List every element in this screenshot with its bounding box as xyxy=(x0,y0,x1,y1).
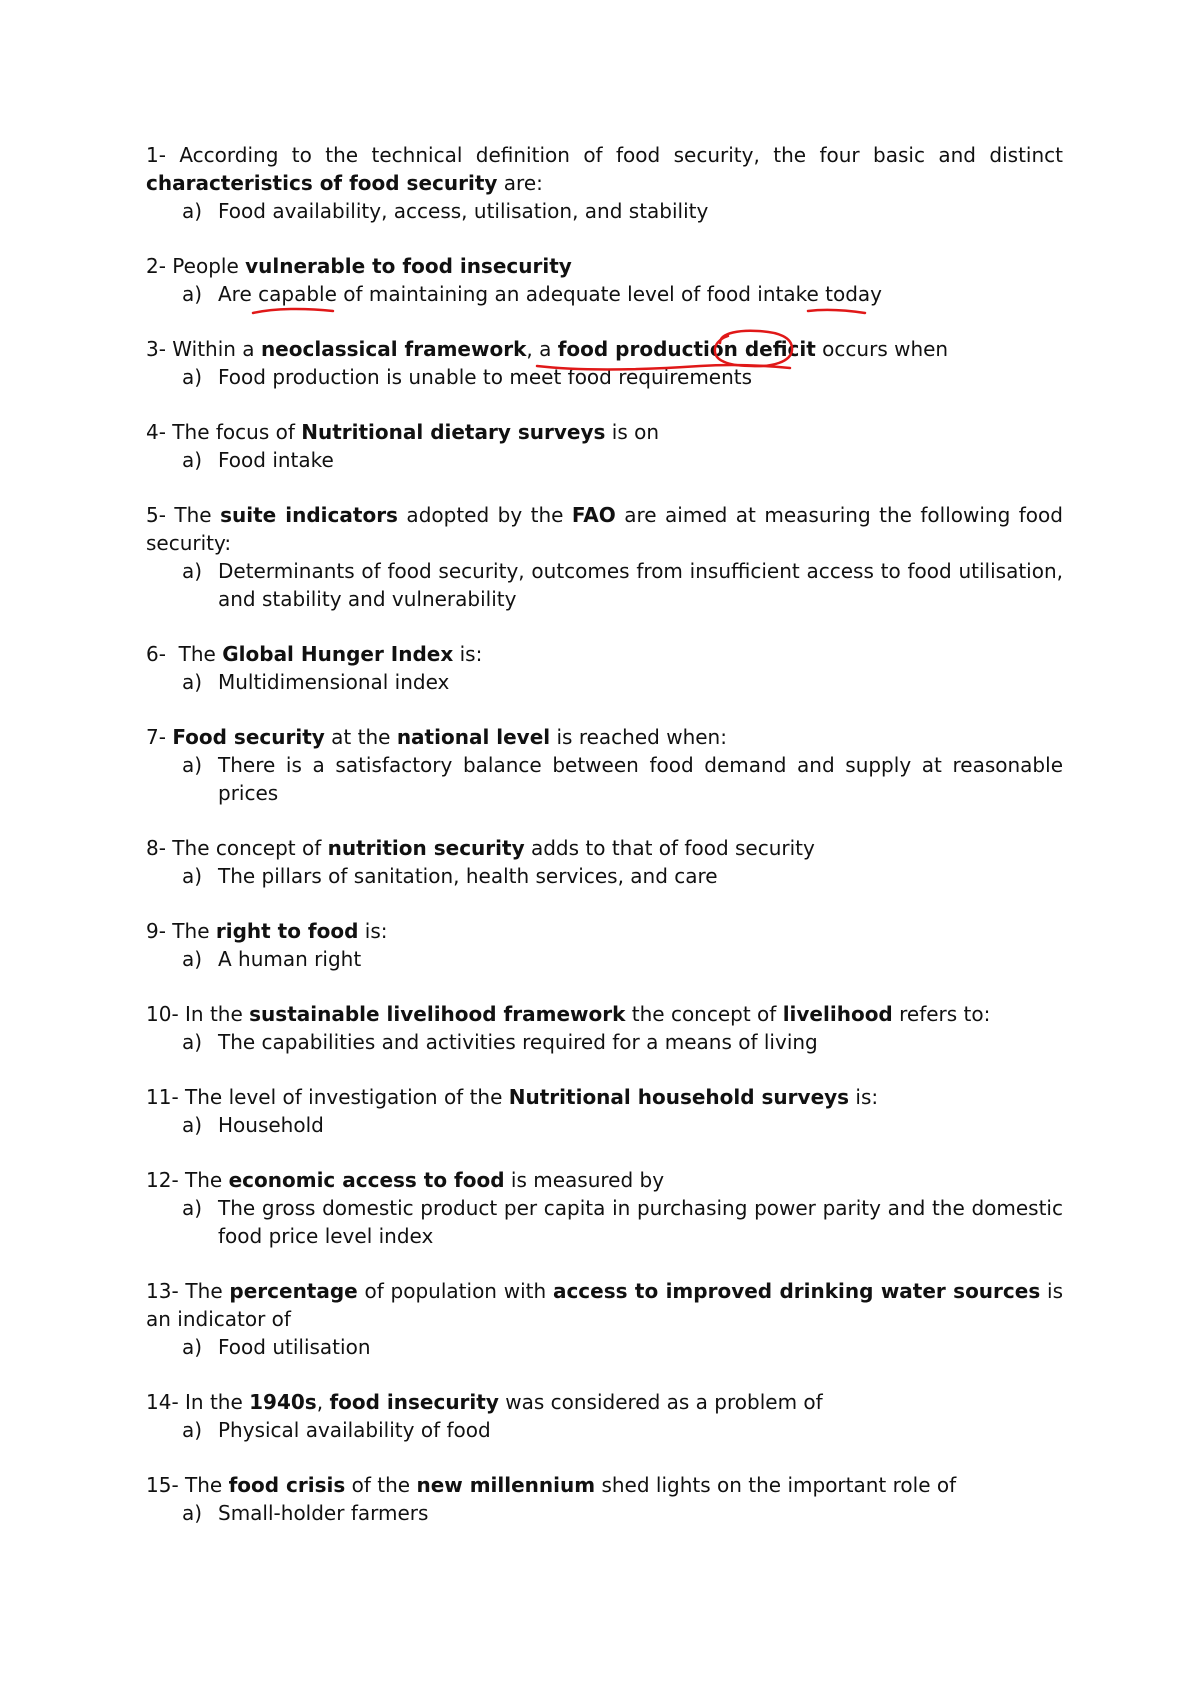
question-keyword: right to food xyxy=(215,919,359,943)
question-fragment: is: xyxy=(358,919,388,943)
question-keyword: sustainable livelihood framework xyxy=(249,1002,626,1026)
question-item xyxy=(146,917,1063,973)
question-keyword: livelihood xyxy=(782,1002,893,1026)
question-fragment: is an indicator of xyxy=(146,1279,1070,1331)
question-fragment: is reached when: xyxy=(550,725,727,749)
answer-text: Food intake xyxy=(218,448,334,472)
answer-letter: a) xyxy=(182,864,203,888)
question-keyword: Nutritional dietary surveys xyxy=(301,420,606,444)
question-number: 5- xyxy=(146,503,166,527)
question-keyword: new millennium xyxy=(416,1473,596,1497)
question-fragment: The concept of xyxy=(165,836,328,860)
question-item xyxy=(146,1083,1063,1139)
answer-text: Physical availability of food xyxy=(218,1418,491,1442)
question-keyword: national level xyxy=(396,725,551,749)
question-fragment: Within a xyxy=(165,337,261,361)
question-item xyxy=(146,1388,1063,1444)
question-item xyxy=(146,1471,1063,1527)
answer-option xyxy=(146,446,1063,474)
answer-option xyxy=(146,1111,1063,1139)
question-fragment: of population with xyxy=(357,1279,553,1303)
question-number: 15- xyxy=(146,1473,179,1497)
question-keyword: food production deficit xyxy=(557,337,816,361)
answer-letter: a) xyxy=(182,670,203,694)
answer-option xyxy=(146,668,1063,696)
question-number: 7- xyxy=(146,725,166,749)
question-text xyxy=(146,640,1063,668)
answer-text: Small-holder farmers xyxy=(218,1501,429,1525)
answer-text: Household xyxy=(218,1113,324,1137)
question-number: 4- xyxy=(146,420,166,444)
answer-text: The capabilities and activities required for a means of living xyxy=(218,1030,818,1054)
answer-letter: a) xyxy=(182,1030,203,1054)
question-text xyxy=(146,1083,1063,1111)
question-fragment: According to the technical definition of food security, the four basic and distinct xyxy=(165,143,1070,167)
answer-letter: a) xyxy=(182,1501,203,1525)
question-item xyxy=(146,501,1070,613)
question-number: 9- xyxy=(146,919,166,943)
answer-text: The gross domestic product per capita in purchasing power parity and the domestic food price level index xyxy=(218,1196,1063,1248)
question-fragment: shed lights on the important role of xyxy=(595,1473,957,1497)
question-list xyxy=(146,141,1070,1554)
question-fragment: The xyxy=(178,1473,229,1497)
question-number: 2- xyxy=(146,254,166,278)
question-item xyxy=(146,141,1070,225)
answer-letter: a) xyxy=(182,448,203,472)
answer-option xyxy=(146,751,1063,807)
answer-option xyxy=(146,1028,1063,1056)
question-text xyxy=(146,1471,1063,1499)
question-fragment: is measured by xyxy=(504,1168,665,1192)
question-text xyxy=(146,1277,1070,1333)
question-item xyxy=(146,1277,1070,1361)
question-keyword: economic access to food xyxy=(228,1168,505,1192)
question-keyword: access to improved drinking water sources xyxy=(552,1279,1041,1303)
question-keyword: Global Hunger Index xyxy=(222,642,454,666)
question-keyword: FAO xyxy=(571,503,616,527)
question-fragment: occurs when xyxy=(815,337,949,361)
question-fragment: is on xyxy=(605,420,660,444)
question-text xyxy=(146,723,1063,751)
question-keyword: nutrition security xyxy=(327,836,525,860)
question-fragment: In the xyxy=(178,1390,250,1414)
answer-text: There is a satisfactory balance between food demand and supply at reasonable prices xyxy=(218,753,1063,805)
question-number: 12- xyxy=(146,1168,179,1192)
answer-letter: a) xyxy=(182,559,203,583)
question-fragment: , a xyxy=(526,337,558,361)
question-fragment: The xyxy=(165,503,221,527)
answer-letter: a) xyxy=(182,1113,203,1137)
answer-option xyxy=(146,1416,1063,1444)
question-text xyxy=(146,418,1063,446)
question-fragment: of the xyxy=(345,1473,417,1497)
question-number: 1- xyxy=(146,143,166,167)
question-text xyxy=(146,1166,1063,1194)
question-keyword: characteristics of food security xyxy=(146,171,498,195)
question-text xyxy=(146,335,1063,363)
answer-option xyxy=(146,363,1063,391)
question-text xyxy=(146,917,1063,945)
answer-text: A human right xyxy=(218,947,362,971)
question-item xyxy=(146,1000,1063,1056)
question-fragment: adds to that of food security xyxy=(524,836,815,860)
question-keyword: Nutritional household surveys xyxy=(508,1085,850,1109)
question-fragment: is: xyxy=(453,642,483,666)
question-fragment: The xyxy=(178,1168,229,1192)
question-item xyxy=(146,640,1063,696)
question-fragment: are aimed at measuring the following food security: xyxy=(146,503,1070,555)
question-fragment: was considered as a problem of xyxy=(498,1390,823,1414)
answer-option xyxy=(146,197,1063,225)
question-fragment: refers to: xyxy=(892,1002,991,1026)
answer-option xyxy=(146,862,1063,890)
question-fragment: adopted by the xyxy=(397,503,572,527)
question-item xyxy=(146,1166,1063,1250)
answer-text: The pillars of sanitation, health services, and care xyxy=(218,864,718,888)
question-keyword: suite indicators xyxy=(220,503,398,527)
answer-letter: a) xyxy=(182,199,203,223)
question-fragment: The xyxy=(165,919,216,943)
question-text xyxy=(146,141,1070,197)
question-fragment: , xyxy=(316,1390,330,1414)
question-fragment: The xyxy=(178,1279,230,1303)
question-fragment: are: xyxy=(497,171,543,195)
question-fragment: The xyxy=(165,642,223,666)
answer-text: Food availability, access, utilisation, and stability xyxy=(218,199,709,223)
answer-option xyxy=(146,945,1063,973)
question-item xyxy=(146,335,1063,391)
question-fragment: The level of investigation of the xyxy=(178,1085,509,1109)
question-fragment: In the xyxy=(178,1002,250,1026)
question-number: 6- xyxy=(146,642,166,666)
question-item xyxy=(146,834,1063,890)
answer-text: Food utilisation xyxy=(218,1335,371,1359)
question-text xyxy=(146,1000,1063,1028)
question-keyword: percentage xyxy=(229,1279,358,1303)
question-keyword: food crisis xyxy=(228,1473,346,1497)
answer-letter: a) xyxy=(182,947,203,971)
question-item xyxy=(146,723,1063,807)
question-number: 10- xyxy=(146,1002,179,1026)
question-text xyxy=(146,252,1063,280)
question-number: 8- xyxy=(146,836,166,860)
answer-letter: a) xyxy=(182,753,203,777)
question-fragment: the concept of xyxy=(625,1002,783,1026)
question-number: 14- xyxy=(146,1390,179,1414)
answer-letter: a) xyxy=(182,365,203,389)
answer-letter: a) xyxy=(182,282,203,306)
answer-letter: a) xyxy=(182,1418,203,1442)
question-keyword: food insecurity xyxy=(329,1390,499,1414)
answer-option xyxy=(146,280,1063,308)
question-number: 13- xyxy=(146,1279,179,1303)
answer-text: Multidimensional index xyxy=(218,670,450,694)
question-item xyxy=(146,252,1063,308)
question-fragment: People xyxy=(165,254,246,278)
answer-text: Are capable of maintaining an adequate level of food intake today xyxy=(218,282,882,306)
question-keyword: 1940s xyxy=(249,1390,317,1414)
question-fragment: The focus of xyxy=(165,420,302,444)
answer-option xyxy=(146,1499,1063,1527)
question-keyword: neoclassical framework xyxy=(260,337,527,361)
answer-option xyxy=(146,1333,1063,1361)
question-item xyxy=(146,418,1063,474)
question-number: 11- xyxy=(146,1085,179,1109)
answer-option xyxy=(146,1194,1063,1250)
question-number: 3- xyxy=(146,337,166,361)
answer-letter: a) xyxy=(182,1196,203,1220)
answer-text: Food production is unable to meet food requirements xyxy=(218,365,753,389)
question-text xyxy=(146,1388,1063,1416)
question-fragment: at the xyxy=(324,725,397,749)
answer-option xyxy=(146,557,1063,613)
question-keyword: Food security xyxy=(172,725,325,749)
question-text xyxy=(146,501,1070,557)
question-keyword: vulnerable to food insecurity xyxy=(245,254,572,278)
answer-letter: a) xyxy=(182,1335,203,1359)
question-text xyxy=(146,834,1063,862)
answer-text: Determinants of food security, outcomes from insufficient access to food utilisation, and stability and vulnerability xyxy=(218,559,1063,611)
question-fragment: is: xyxy=(849,1085,879,1109)
